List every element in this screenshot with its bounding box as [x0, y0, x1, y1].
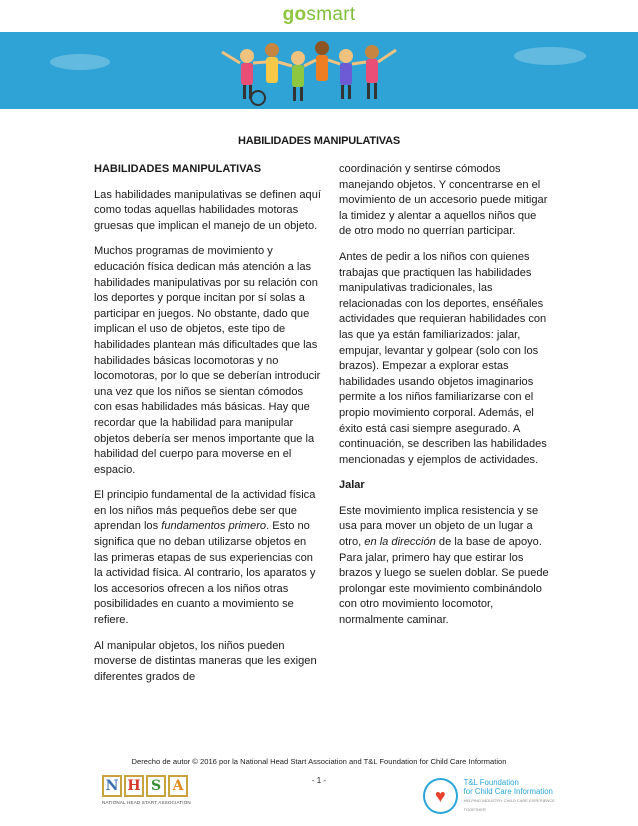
right-column — [339, 162, 551, 639]
tl-line1: T&L Foundation — [463, 778, 519, 787]
page-number: - 1 - — [311, 776, 327, 785]
italic-text: fundamentos primero — [161, 520, 267, 533]
paragraph — [94, 488, 322, 628]
nhsa-blocks — [102, 775, 196, 797]
italic-text: en la dirección — [364, 536, 436, 549]
nhsa-caption: NATIONAL HEAD START ASSOCIATION — [102, 800, 191, 805]
paragraph: Las habilidades manipulativas se definen aquí como todas aquellas habilidades motoras gruesas que implican el manejo de un objeto. — [94, 188, 321, 232]
tl-text — [464, 778, 573, 814]
tl-foundation-logo — [423, 776, 573, 816]
paragraph: coordinación y sentirse cómodos manejando objetos. Y concentrarse en el movimiento de un accesorio puede mitigar la timidez y alentar a aquellos niños que de otro modo no querrían participar. — [339, 163, 548, 238]
document-title: HABILIDADES MANIPULATIVAS — [237, 135, 401, 147]
header-banner — [0, 32, 638, 109]
text-run: . Esto no significa que no deban utilizarse objetos en las primeras etapas de sus experiencias con la actividad física. Al contrario, los aparatos y los accesorios ofrecen a los niños otras posibilidades en cuanto a movimiento se refiere. — [94, 520, 316, 627]
paragraph: Al manipular objetos, los niños pueden moverse de distintas maneras que les exigen diferentes grados de — [94, 639, 317, 683]
text-run: de la base de apoyo. Para jalar, primero hay que estirar los brazos y luego se suelen doblar. Se puede prolongar este movimiento combinándolo con otro movimiento locomotor, normalmente caminar. — [339, 536, 549, 627]
gosmart-logo — [0, 4, 638, 28]
nhsa-block-s: S — [146, 775, 166, 797]
logo-smart: smart — [306, 4, 356, 25]
text-run: Este movimiento implica resistencia y se usa para mover un objeto de un lugar a otro, — [339, 504, 539, 549]
nhsa-block-n: N — [102, 775, 122, 797]
children-figures — [222, 41, 396, 105]
copyright-notice: Derecho de autor © 2016 por la National Head Start Association and T&L Foundation for Child Care Information — [131, 757, 507, 766]
paragraph: Muchos programas de movimiento y educación física dedican más atención a las habilidades manipulativas por su relación con los deportes y porque incitan por sí solas a participar en juegos. No obstante, dado que implican el uso de objetos, este tipo de habilidades plantean más dificultades que las habilidades básicas locomotoras y no locomotoras, por lo que se deberían introducir una vez que los niños se sientan cómodos con esas habilidades más básicas. Hay que recordar que la habilidad para manipular objetos debería ser menos importante que la habilidad del cuerpo para moverse en el espacio. — [94, 245, 321, 476]
nhsa-block-a: A — [168, 775, 188, 797]
paragraph: Antes de pedir a los niños con quienes trabajas que practiquen las habilidades manipulativas tradicionales, las relacionadas con los deportes, enséñales actividades que requieran habilidades con las que ya están familiarizados: jalar, empujar, levantar y golpear (solo con los brazos). Empezar a explorar estas habilidades usando objetos imaginarios permite a los niños familiarizarse con el propio movimiento corporal. Además, el éxito está casi siempre asegurado. A continuación, se describen las habilidades mencionadas y ejemplos de actividades. — [339, 250, 547, 466]
text-run: El principio fundamental de la actividad física en los niños más pequeños debe ser que aprendan los — [94, 489, 316, 533]
logo-go: go — [282, 4, 307, 25]
nhsa-block-h: H — [124, 775, 144, 797]
subheading: Jalar — [339, 479, 365, 492]
section-heading: HABILIDADES MANIPULATIVAS — [94, 163, 262, 175]
heart-icon: ♥ — [423, 778, 458, 814]
paragraph — [339, 504, 551, 629]
nhsa-logo — [102, 775, 196, 811]
tl-line2: for Child Care Information — [463, 787, 553, 796]
left-column — [94, 162, 322, 695]
children-holding-hands-illustration — [0, 32, 638, 109]
tl-tagline: HELPING INDUSTRY CHILD CARE EXPERIENCE TOGETHER — [463, 798, 555, 812]
